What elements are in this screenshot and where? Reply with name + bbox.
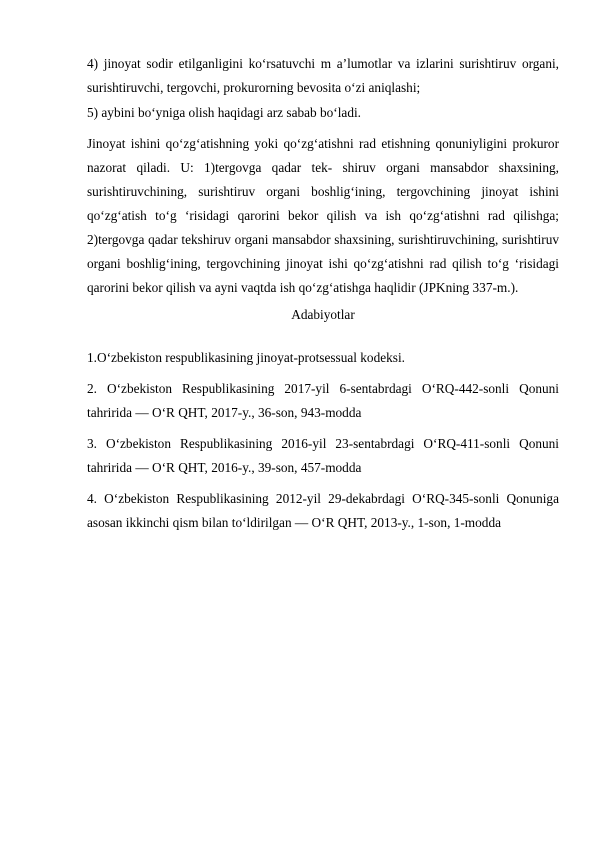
body-paragraph-item-4: 4) jinoyat sodir etilganligini ko‘rsatuvchi m a’lumotlar va izlarini surishtiruv organi, surishtiruvchi, tergovchi, prokurorning bevosita o‘zi aniqlashi; bbox=[87, 56, 559, 95]
references-heading: Adabiyotlar bbox=[291, 307, 355, 322]
reference-item-3: 3. O‘zbekiston Respublikasining 2016-yil 23-sentabrdagi O‘RQ-411-sonli Qonuni tahririda — O‘R QHT, 2016-y., 39-son, 457-modda bbox=[87, 436, 559, 475]
body-paragraph-prosecutor-oversight: Jinoyat ishini qo‘zg‘atishning yoki qo‘zg‘atishni rad etishning qonuniyligini prokuror nazorat qiladi. U: 1)tergovga qadar tek- shiruv organi mansabdor shaxsining, surishtiruvchining, surishtiruv organi boshlig‘ining, tergovchining jinoyat ishini qo‘zg‘atish to‘g ‘risidagi qarorini bekor qilish va ish qo‘zg‘atishni rad qilishga; 2)tergovga qadar tekshiruv organi mansabdor shaxsining, surishtiruvchining, surishtiruv organi boshlig‘ining, tergovchining jinoyat ishi qo‘zg‘atishni rad qilish to‘g ‘risidagi qarorini bekor qilish va ayni vaqtda ish qo‘zg‘atishga haqlidir (JPKning 337-m.). bbox=[87, 136, 559, 295]
reference-item-4: 4. O‘zbekiston Respublikasining 2012-yil 29-dekabrdagi O‘RQ-345-sonli Qonuniga asosan ikkinchi qism bilan to‘ldirilgan — O‘R QHT, 2013-y., 1-son, 1-modda bbox=[87, 491, 559, 530]
body-paragraph-item-5: 5) aybini bo‘yniga olish haqidagi arz sabab bo‘ladi. bbox=[87, 105, 361, 120]
reference-item-1: 1.O‘zbekiston respublikasining jinoyat-protsessual kodeksi. bbox=[87, 350, 405, 365]
document-page bbox=[87, 52, 559, 542]
reference-item-2: 2. O‘zbekiston Respublikasining 2017-yil 6-sentabrdagi O‘RQ-442-sonli Qonuni tahririda — O‘R QHT, 2017-y., 36-son, 943-modda bbox=[87, 381, 559, 420]
